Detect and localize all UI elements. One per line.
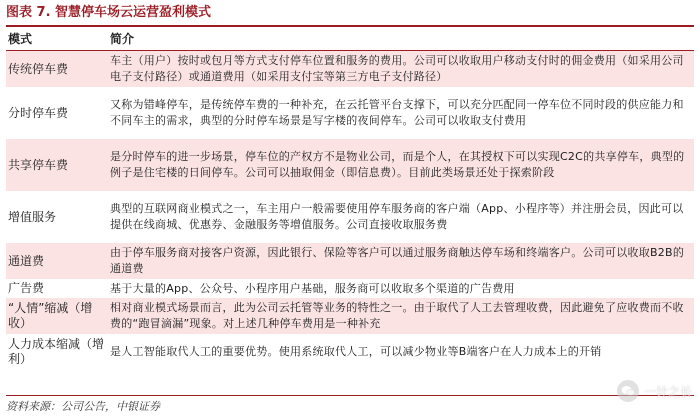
table-bottom-rule: [6, 395, 694, 396]
row-mode: 共享停车费: [8, 157, 69, 172]
row-mode: 人力成本缩减（增利）: [8, 337, 105, 366]
source-note: 资料来源：公司公告，中银证券: [6, 400, 160, 413]
row-description: 基于大量的App、公众号、小程序用户基础，服务商可以收取多个渠道的广告费用: [110, 281, 515, 295]
table-row: [6, 279, 694, 298]
table-row: [6, 334, 694, 370]
table-row: [6, 243, 694, 279]
table-row: [6, 139, 694, 191]
row-description: 又称为错峰停车，是传统停车费的一种补充，在云托管平台支撑下，可以充分匹配同一停车位不同时段的供应能力和不同车主的需求，典型的分时停车场景是写字楼的夜间停车。公司可以收取支付费用: [110, 98, 684, 127]
row-description: 由于停车服务商对接客户资源，因此银行、保险等客户可以通过服务商触达停车场和终端客户。公司可以收取B2B的通道费: [110, 246, 685, 275]
row-description: 车主（用户）按时或包月等方式支付停车位置和服务的费用。公司可以收取用户移动支付时的佣金费用（如采用公司电子支付路径）或通道费用（如采用支付宝等第三方电子支付路径）: [110, 54, 684, 83]
row-mode: 传统停车费: [8, 61, 69, 76]
row-description: 相对商业模式场景而言，此为公司云托管等业务的特性之一。由于取代了人工去管理收费，因此避免了应收费而不收费的“跑冒滴漏”现象。对上述几种停车费用是一种补充: [110, 301, 684, 330]
watermark-text: 一计之长: [643, 384, 692, 399]
header-mode: 模式: [8, 32, 33, 46]
wechat-logo-icon: [617, 380, 639, 402]
header-description: 简介: [110, 32, 135, 46]
row-mode: 广告费: [8, 281, 45, 295]
chat-bubble-icon: [621, 385, 635, 397]
table-row: [6, 298, 694, 334]
table-header: [6, 28, 694, 51]
table-row: [6, 87, 694, 139]
row-description: 是人工智能取代人工的重要优势。使用系统取代人工，可以减少物业等B端客户在人力成本上的开销: [110, 345, 602, 358]
title-rule: [6, 25, 694, 27]
row-description: 典型的互联网商业模式之一，车主用户一般需要使用停车服务商的客户端（App、小程序等）并注册会员，因此可以提供在线商城、优惠券、金融服务等增值服务。公司直接收取服务费: [110, 202, 684, 231]
row-mode: 增值服务: [8, 209, 57, 224]
table-row: [6, 51, 694, 87]
figure-title: 图表 7. 智慧停车场云运营盈利模式: [6, 5, 212, 20]
watermark: [617, 380, 692, 402]
profit-model-table: [6, 28, 694, 370]
row-mode: 通道费: [8, 253, 45, 268]
table-row: [6, 191, 694, 243]
row-mode: “人情”缩减（增收）: [8, 301, 93, 330]
row-description: 是分时停车的进一步场景，停车位的产权方不是物业公司，而是个人，在其授权下可以实现C2C的共享停车，典型的例子是住宅楼的日间停车。公司可以抽取佣金（即信息费）。目前此类场景还处于探索阶段: [110, 150, 685, 179]
row-mode: 分时停车费: [8, 105, 69, 120]
